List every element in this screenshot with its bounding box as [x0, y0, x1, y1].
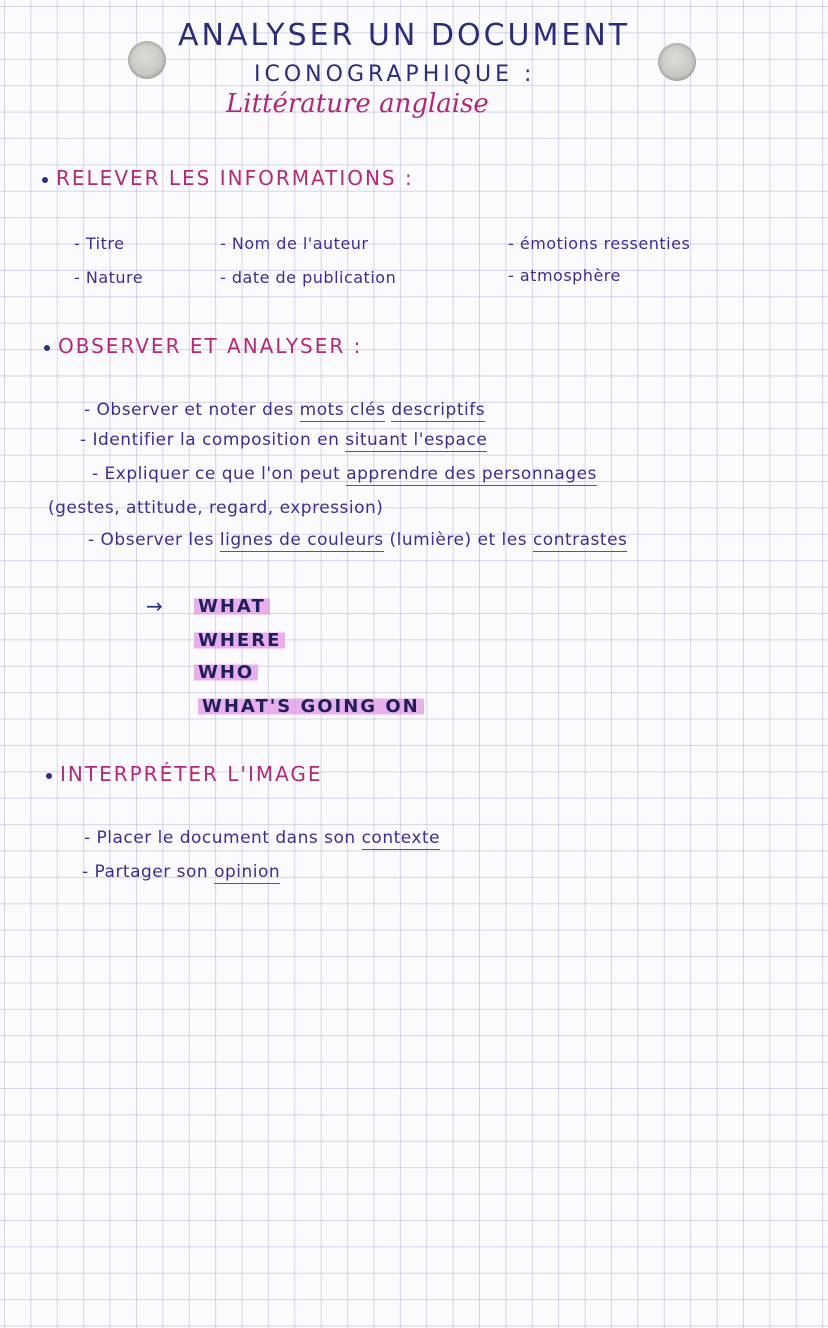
underlined-term: apprendre des personnages — [346, 464, 597, 484]
interpret-line-contexte: - Placer le document dans son contexte — [84, 828, 441, 848]
info-item-emotions: - émotions ressenties — [508, 234, 691, 253]
underlined-term: lignes de couleurs — [219, 530, 384, 550]
observe-line-gestes: (gestes, attitude, regard, expression) — [48, 498, 384, 518]
underlined-term: mots clés — [299, 400, 386, 420]
observe-line-composition: - Identifier la composition en situant l'espace — [80, 430, 488, 450]
page-subtitle: Littérature anglaise — [226, 89, 489, 119]
section-heading-relever: RELEVER LES INFORMATIONS : — [42, 166, 414, 190]
underlined-term: opinion — [214, 862, 281, 882]
bullet-dot — [42, 177, 48, 183]
info-item-atmosphere: - atmosphère — [508, 266, 621, 285]
underlined-term: contrastes — [532, 530, 628, 550]
punch-hole-left — [128, 41, 166, 79]
question-whats-going-on: WHAT'S GOING ON — [198, 696, 424, 717]
interpret-line-opinion: - Partager son opinion — [82, 862, 281, 882]
info-item-auteur: - Nom de l'auteur — [220, 234, 369, 253]
underlined-term: descriptifs — [391, 400, 486, 420]
underlined-term: situant l'espace — [345, 430, 488, 450]
underlined-term: contexte — [361, 828, 441, 848]
page-title-second-line: ICONOGRAPHIQUE : — [254, 62, 536, 87]
observe-line-personnages: - Expliquer ce que l'on peut apprendre des personnages — [92, 464, 597, 484]
section-heading-observer: OBSERVER ET ANALYSER : — [44, 334, 362, 358]
info-item-date: - date de publication — [220, 268, 397, 287]
observe-line-mots-cles: - Observer et noter des mots clés descriptifs — [84, 400, 486, 420]
info-item-titre: - Titre — [74, 234, 125, 253]
page-title: ANALYSER UN DOCUMENT — [178, 18, 631, 53]
question-what: WHAT — [194, 596, 270, 617]
question-where: WHERE — [194, 630, 285, 651]
section-heading-interpreter: INTERPRÉTER L'IMAGE — [46, 762, 323, 786]
question-who: WHO — [194, 662, 258, 683]
bullet-dot — [46, 773, 52, 779]
bullet-dot — [44, 345, 50, 351]
observe-line-couleurs: - Observer les lignes de couleurs (lumière) et les contrastes — [88, 530, 628, 550]
punch-hole-right — [658, 43, 696, 81]
arrow-icon: → — [146, 594, 163, 618]
info-item-nature: - Nature — [74, 268, 144, 287]
